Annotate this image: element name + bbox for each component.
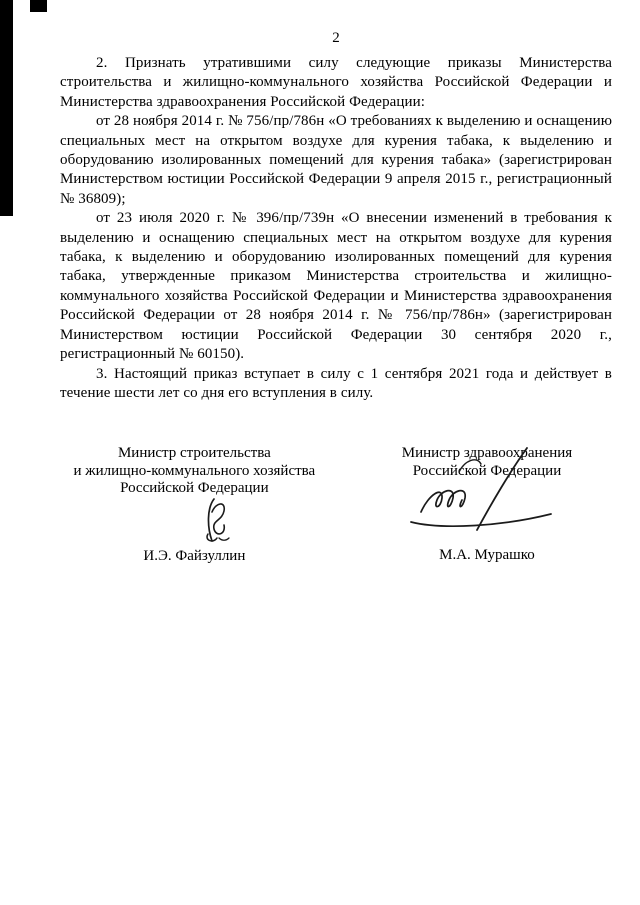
page-content [60, 30, 612, 565]
signature-left-area [72, 498, 317, 548]
scan-artifact-left-bar [0, 0, 13, 216]
paragraph-item-2: 2. Признать утратившими силу следующие приказы Министерства строительства и жилищно-коммунального хозяйства Российской Федерации и Министерства здравоохранения Российской Федерации: [60, 55, 612, 110]
paragraph-order-2014: от 28 ноября 2014 г. № 756/пр/786н «О требованиях к выделению и оснащению специальных мест на открытом воздухе для курения табака, к выделению и оборудованию изолированных помещений для курения табака» (зарегистрирован Министерством юстиции Российской Федерации 9 апреля 2015 г., регистрационный № 36809); [60, 113, 612, 207]
signature-right-name: М.А. Мурашко [439, 547, 535, 564]
scan-artifact-top-square [30, 0, 47, 12]
signature-left-column [72, 445, 317, 565]
signature-right-column [370, 445, 604, 565]
signature-right-title-line: Российской Федерации [412, 462, 562, 479]
signature-left-title [74, 445, 316, 498]
signature-left-title-line: и жилищно-коммунального хозяйства [73, 462, 316, 479]
signature-left-name: И.Э. Файзуллин [143, 547, 246, 564]
signature-left-title-line: Российской Федерации [120, 480, 269, 497]
signature-right-area [370, 480, 604, 547]
signature-block [60, 445, 612, 565]
signature-right-title-line: Министр здравоохранения [401, 445, 573, 462]
signature-left-title-line: Министр строительства [117, 445, 271, 462]
paragraph-item-3: 3. Настоящий приказ вступает в силу с 1 сентября 2021 года и действует в течение шести лет со дня его вступления в силу. [60, 365, 612, 401]
signature-fayzullin-icon [186, 494, 250, 548]
page-number: 2 [332, 30, 340, 46]
paragraph-order-2020: от 23 июля 2020 г. № 396/пр/739н «О внесении изменений в требования к выделению и оснащению специальных мест на открытом воздухе для курения табака, к выделению и оборудованию изолированных помещений для курения табака, утвержденные приказом Министерства строительства и жилищно-коммунального хозяйства Российской Федерации и Министерства здравоохранения Российской Федерации от 28 ноября 2014 г. № 756/пр/786н» (зарегистрирован Министерством юстиции Российской Федерации 30 сентября 2020 г., регистрационный № 60150). [60, 210, 612, 363]
signature-murashko-icon [399, 442, 579, 542]
